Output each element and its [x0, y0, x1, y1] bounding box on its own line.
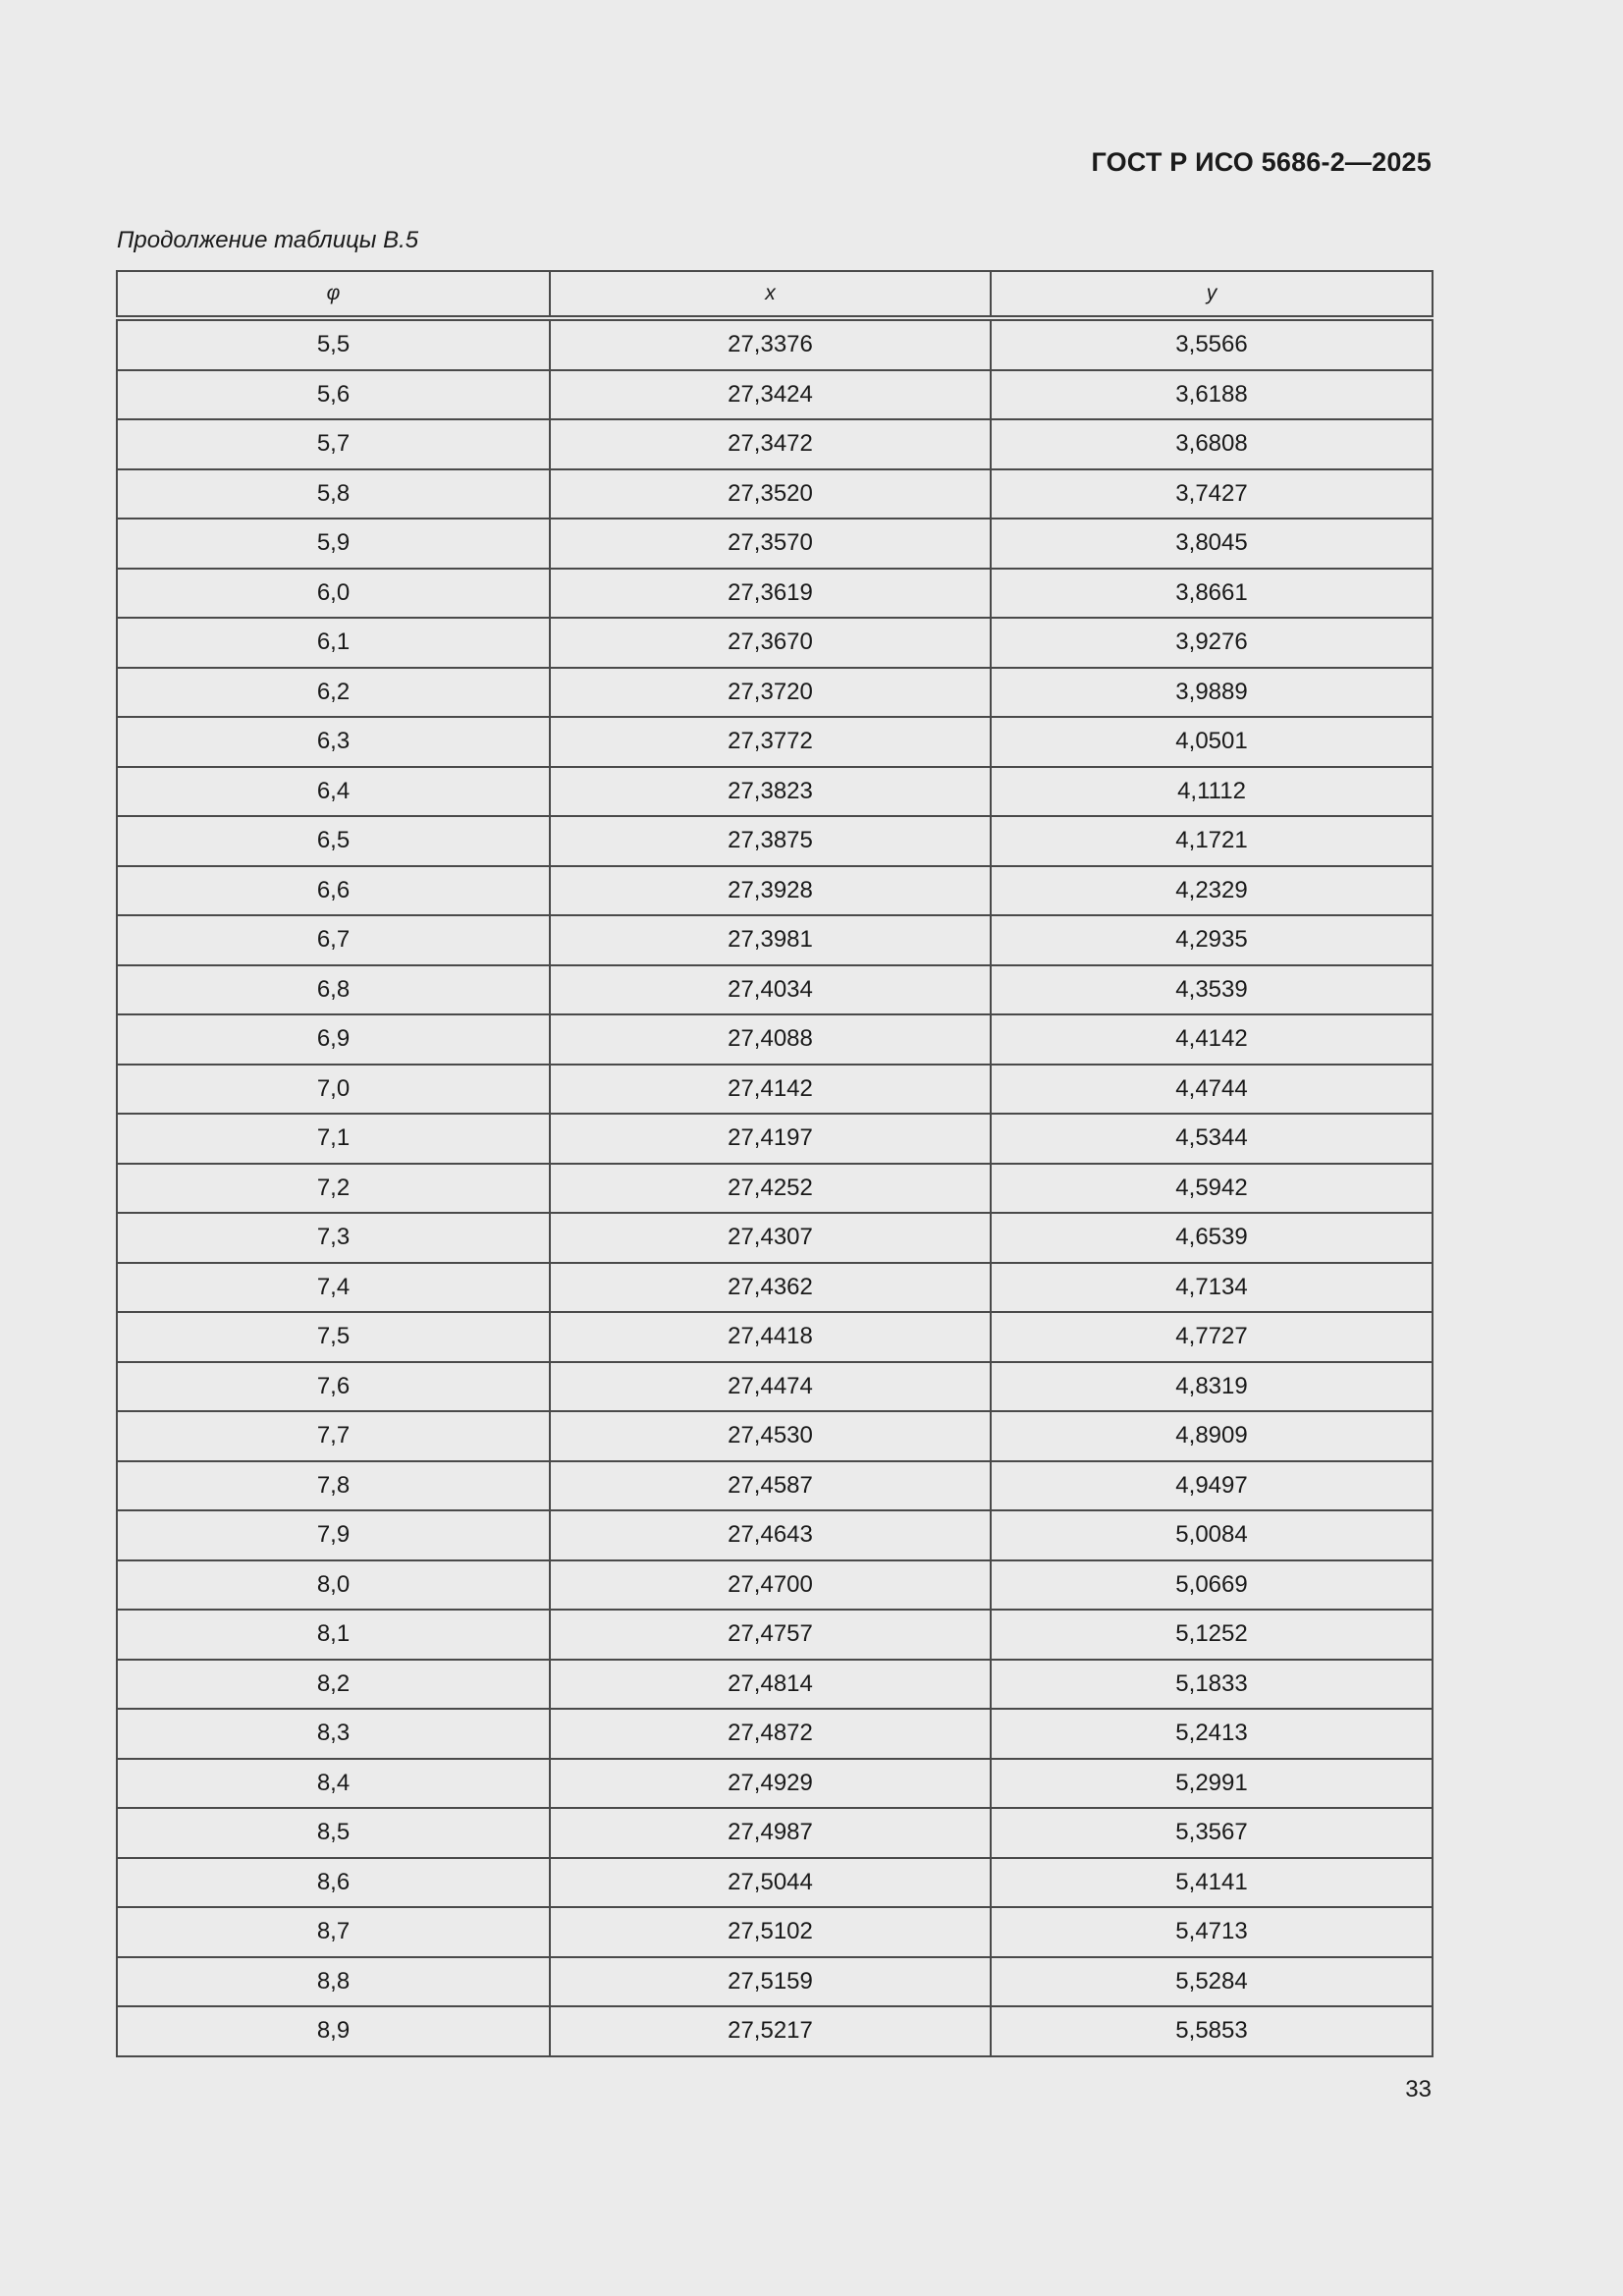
cell-phi: 5,7	[117, 419, 550, 469]
cell-phi: 5,8	[117, 469, 550, 519]
document-header: ГОСТ Р ИСО 5686-2—2025	[1091, 147, 1432, 177]
cell-x: 27,3376	[550, 318, 991, 370]
cell-phi: 8,2	[117, 1660, 550, 1710]
cell-y: 3,6188	[991, 370, 1433, 420]
cell-x: 27,3823	[550, 767, 991, 817]
cell-phi: 6,3	[117, 717, 550, 767]
cell-x: 27,5044	[550, 1858, 991, 1908]
cell-phi: 8,1	[117, 1610, 550, 1660]
cell-y: 4,1721	[991, 816, 1433, 866]
cell-x: 27,5217	[550, 2006, 991, 2056]
table-row	[117, 2006, 1433, 2056]
cell-y: 5,1252	[991, 1610, 1433, 1660]
cell-phi: 8,9	[117, 2006, 550, 2056]
cell-y: 3,7427	[991, 469, 1433, 519]
cell-x: 27,4929	[550, 1759, 991, 1809]
cell-y: 4,4142	[991, 1014, 1433, 1065]
cell-phi: 6,9	[117, 1014, 550, 1065]
cell-y: 4,0501	[991, 717, 1433, 767]
table-row	[117, 618, 1433, 668]
cell-y: 4,8319	[991, 1362, 1433, 1412]
cell-phi: 6,7	[117, 915, 550, 965]
cell-x: 27,5159	[550, 1957, 991, 2007]
cell-phi: 8,4	[117, 1759, 550, 1809]
cell-y: 4,4744	[991, 1065, 1433, 1115]
cell-x: 27,4872	[550, 1709, 991, 1759]
cell-phi: 8,3	[117, 1709, 550, 1759]
table-row	[117, 419, 1433, 469]
table-row	[117, 1709, 1433, 1759]
table-row	[117, 1213, 1433, 1263]
data-table	[116, 270, 1434, 2057]
cell-x: 27,4643	[550, 1510, 991, 1560]
cell-x: 27,4700	[550, 1560, 991, 1611]
cell-phi: 7,7	[117, 1411, 550, 1461]
cell-x: 27,4987	[550, 1808, 991, 1858]
table-row	[117, 1014, 1433, 1065]
column-header-phi: φ	[117, 271, 550, 318]
table-row	[117, 816, 1433, 866]
table-row	[117, 1660, 1433, 1710]
cell-phi: 8,7	[117, 1907, 550, 1957]
table-row	[117, 1560, 1433, 1611]
cell-phi: 7,0	[117, 1065, 550, 1115]
table-row	[117, 1263, 1433, 1313]
table-row	[117, 1312, 1433, 1362]
cell-phi: 7,6	[117, 1362, 550, 1412]
cell-y: 3,8045	[991, 519, 1433, 569]
cell-y: 5,4713	[991, 1907, 1433, 1957]
table-row	[117, 318, 1433, 370]
cell-phi: 8,0	[117, 1560, 550, 1611]
table-row	[117, 767, 1433, 817]
cell-x: 27,4034	[550, 965, 991, 1015]
table-row	[117, 866, 1433, 916]
cell-phi: 8,6	[117, 1858, 550, 1908]
cell-phi: 7,2	[117, 1164, 550, 1214]
cell-phi: 6,6	[117, 866, 550, 916]
table-header	[117, 271, 1433, 318]
cell-phi: 7,3	[117, 1213, 550, 1263]
cell-x: 27,3981	[550, 915, 991, 965]
table-row	[117, 469, 1433, 519]
cell-phi: 5,6	[117, 370, 550, 420]
cell-y: 4,5942	[991, 1164, 1433, 1214]
cell-y: 3,6808	[991, 419, 1433, 469]
table-row	[117, 1362, 1433, 1412]
cell-phi: 6,2	[117, 668, 550, 718]
table-row	[117, 915, 1433, 965]
cell-x: 27,5102	[550, 1907, 991, 1957]
cell-y: 4,2329	[991, 866, 1433, 916]
table-row	[117, 668, 1433, 718]
cell-phi: 6,0	[117, 569, 550, 619]
cell-phi: 5,5	[117, 318, 550, 370]
table-row	[117, 717, 1433, 767]
cell-x: 27,3928	[550, 866, 991, 916]
table-row	[117, 1164, 1433, 1214]
cell-y: 4,9497	[991, 1461, 1433, 1511]
cell-x: 27,4418	[550, 1312, 991, 1362]
cell-phi: 6,4	[117, 767, 550, 817]
cell-phi: 6,8	[117, 965, 550, 1015]
cell-phi: 7,9	[117, 1510, 550, 1560]
page-number: 33	[1405, 2076, 1432, 2103]
cell-x: 27,4530	[550, 1411, 991, 1461]
cell-phi: 6,1	[117, 618, 550, 668]
cell-y: 4,8909	[991, 1411, 1433, 1461]
cell-phi: 7,1	[117, 1114, 550, 1164]
cell-y: 4,3539	[991, 965, 1433, 1015]
table-row	[117, 569, 1433, 619]
table-row	[117, 519, 1433, 569]
cell-x: 27,4814	[550, 1660, 991, 1710]
table-body	[117, 318, 1433, 2056]
cell-y: 4,7727	[991, 1312, 1433, 1362]
cell-phi: 5,9	[117, 519, 550, 569]
cell-y: 4,1112	[991, 767, 1433, 817]
cell-phi: 6,5	[117, 816, 550, 866]
table-row	[117, 1759, 1433, 1809]
table-row	[117, 1808, 1433, 1858]
cell-y: 5,0084	[991, 1510, 1433, 1560]
table-row	[117, 370, 1433, 420]
table-row	[117, 965, 1433, 1015]
table-row	[117, 1510, 1433, 1560]
cell-x: 27,4587	[550, 1461, 991, 1511]
cell-x: 27,4197	[550, 1114, 991, 1164]
table-row	[117, 1461, 1433, 1511]
cell-phi: 8,5	[117, 1808, 550, 1858]
cell-x: 27,3619	[550, 569, 991, 619]
cell-x: 27,4307	[550, 1213, 991, 1263]
column-header-y: y	[991, 271, 1433, 318]
cell-y: 4,7134	[991, 1263, 1433, 1313]
cell-y: 5,4141	[991, 1858, 1433, 1908]
cell-y: 5,5853	[991, 2006, 1433, 2056]
cell-phi: 7,8	[117, 1461, 550, 1511]
cell-x: 27,4474	[550, 1362, 991, 1412]
cell-x: 27,3875	[550, 816, 991, 866]
cell-x: 27,3570	[550, 519, 991, 569]
cell-phi: 7,4	[117, 1263, 550, 1313]
cell-x: 27,3424	[550, 370, 991, 420]
cell-y: 3,8661	[991, 569, 1433, 619]
table-row	[117, 1858, 1433, 1908]
column-header-x: x	[550, 271, 991, 318]
table-row	[117, 1957, 1433, 2007]
cell-y: 4,2935	[991, 915, 1433, 965]
cell-y: 4,6539	[991, 1213, 1433, 1263]
cell-y: 5,0669	[991, 1560, 1433, 1611]
cell-x: 27,4362	[550, 1263, 991, 1313]
table-header-row	[117, 271, 1433, 318]
cell-y: 5,2991	[991, 1759, 1433, 1809]
cell-x: 27,3472	[550, 419, 991, 469]
cell-y: 4,5344	[991, 1114, 1433, 1164]
cell-y: 5,2413	[991, 1709, 1433, 1759]
cell-x: 27,3670	[550, 618, 991, 668]
cell-y: 5,5284	[991, 1957, 1433, 2007]
cell-y: 5,3567	[991, 1808, 1433, 1858]
cell-x: 27,4142	[550, 1065, 991, 1115]
table-row	[117, 1065, 1433, 1115]
cell-x: 27,3520	[550, 469, 991, 519]
table-row	[117, 1610, 1433, 1660]
cell-y: 3,5566	[991, 318, 1433, 370]
cell-x: 27,3720	[550, 668, 991, 718]
cell-x: 27,3772	[550, 717, 991, 767]
cell-y: 3,9889	[991, 668, 1433, 718]
cell-phi: 7,5	[117, 1312, 550, 1362]
table-caption: Продолжение таблицы В.5	[117, 227, 419, 253]
cell-phi: 8,8	[117, 1957, 550, 2007]
cell-y: 3,9276	[991, 618, 1433, 668]
cell-y: 5,1833	[991, 1660, 1433, 1710]
table-row	[117, 1114, 1433, 1164]
cell-x: 27,4252	[550, 1164, 991, 1214]
cell-x: 27,4088	[550, 1014, 991, 1065]
cell-x: 27,4757	[550, 1610, 991, 1660]
table-row	[117, 1411, 1433, 1461]
table-row	[117, 1907, 1433, 1957]
